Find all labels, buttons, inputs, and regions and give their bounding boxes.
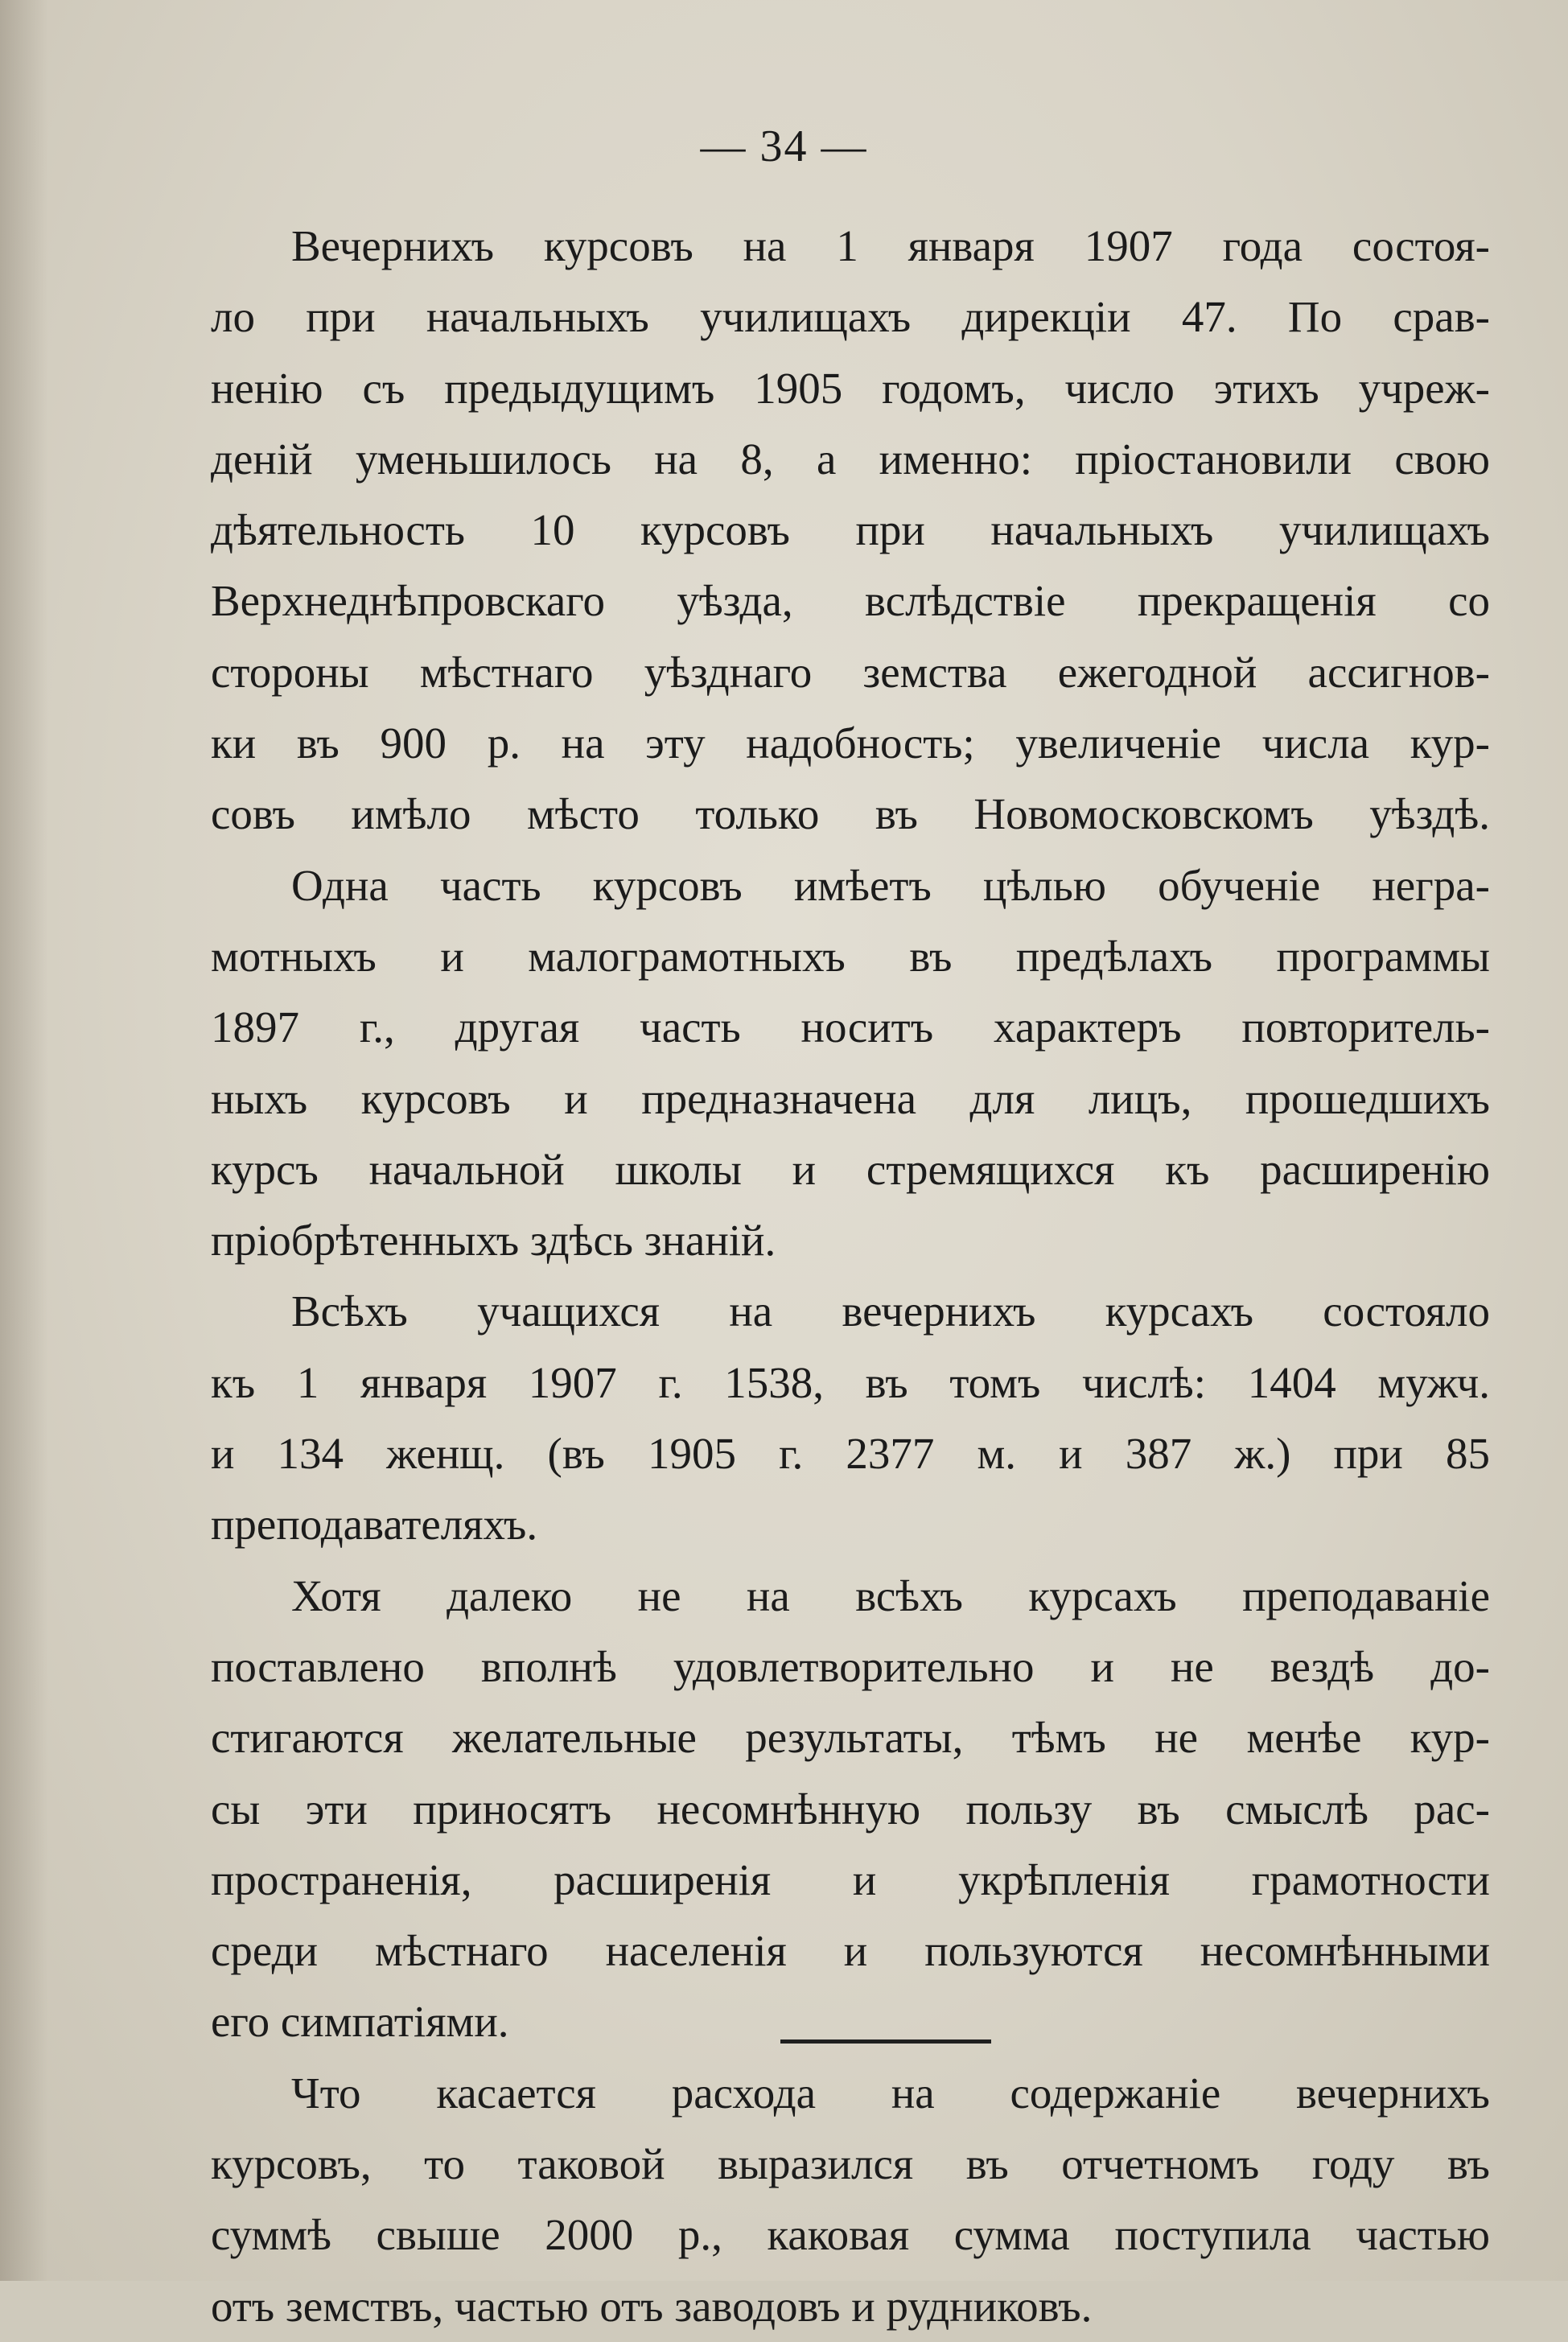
text-line: Всѣхъ учащихся на вечернихъ курсахъ состояло xyxy=(291,1286,1490,1336)
text-line: мотныхъ и малограмотныхъ въ предѣлахъ программы xyxy=(211,931,1490,981)
text-line: ки въ 900 р. на эту надобность; увеличеніе числа кур- xyxy=(211,718,1490,768)
paragraph-2 xyxy=(211,850,1490,1277)
text-line: преподавателяхъ. xyxy=(211,1500,538,1550)
text-line: и 134 женщ. (въ 1905 г. 2377 м. и 387 ж.) при 85 xyxy=(211,1429,1490,1479)
text-line: стигаются желательные результаты, тѣмъ не менѣе кур- xyxy=(211,1713,1490,1763)
text-line: поставлено вполнѣ удовлетворительно и не вездѣ до- xyxy=(211,1641,1490,1691)
text-line: дѣятельность 10 курсовъ при начальныхъ училищахъ xyxy=(211,505,1490,555)
text-line: суммѣ свыше 2000 р., каковая сумма поступила частью xyxy=(211,2210,1490,2260)
text-line: курсовъ, то таковой выразился въ отчетномъ году въ xyxy=(211,2139,1490,2189)
text-line: пространенія, расширенія и укрѣпленія грамотности xyxy=(211,1854,1490,1904)
text-line: Что касается расхода на содержаніе вечернихъ xyxy=(291,2068,1490,2118)
text-line: Хотя далеко не на всѣхъ курсахъ преподаваніе xyxy=(291,1570,1490,1620)
end-rule xyxy=(780,2039,991,2044)
body-text xyxy=(211,211,1490,2342)
text-line: курсъ начальной школы и стремящихся къ расширенію xyxy=(211,1144,1490,1194)
text-line: ненію съ предыдущимъ 1905 годомъ, число этихъ учреж- xyxy=(211,363,1490,413)
paragraph-3 xyxy=(211,1276,1490,1560)
text-line: ныхъ курсовъ и предназначена для лицъ, прошедшихъ xyxy=(211,1073,1490,1123)
text-line: Вечернихъ курсовъ на 1 января 1907 года состоя- xyxy=(291,221,1490,270)
text-line: деній уменьшилось на 8, а именно: пріостановили свою xyxy=(211,434,1490,484)
text-line: отъ земствъ, частью отъ заводовъ и рудниковъ. xyxy=(211,2281,1093,2331)
text-line: ло при начальныхъ училищахъ дирекціи 47. По срав- xyxy=(211,292,1490,342)
paragraph-1 xyxy=(211,211,1490,850)
text-line: Одна часть курсовъ имѣетъ цѣлью обученіе негра- xyxy=(291,860,1490,910)
text-line: его симпатіями. xyxy=(211,1997,509,2047)
page-gutter-shadow xyxy=(0,0,48,2281)
paragraph-5 xyxy=(211,2058,1490,2342)
text-line: Верхнеднѣпровскаго уѣзда, вслѣдствіе прекращенія со xyxy=(211,576,1490,626)
text-line: среди мѣстнаго населенія и пользуются несомнѣнными xyxy=(211,1926,1490,1976)
page-number: — 34 — xyxy=(700,121,868,171)
text-line: стороны мѣстнаго уѣзднаго земства ежегодной ассигнов- xyxy=(211,647,1490,697)
text-line: къ 1 января 1907 г. 1538, въ томъ числѣ: 1404 мужч. xyxy=(211,1357,1490,1407)
text-line: совъ имѣло мѣсто только въ Новомосковскомъ уѣздѣ. xyxy=(211,789,1490,839)
text-line: сы эти приносятъ несомнѣнную пользу въ смыслѣ рас- xyxy=(211,1784,1490,1834)
text-line: 1897 г., другая часть носитъ характеръ повторитель- xyxy=(211,1002,1490,1052)
paragraph-4 xyxy=(211,1561,1490,2058)
text-line: пріобрѣтенныхъ здѣсь знаній. xyxy=(211,1216,776,1266)
